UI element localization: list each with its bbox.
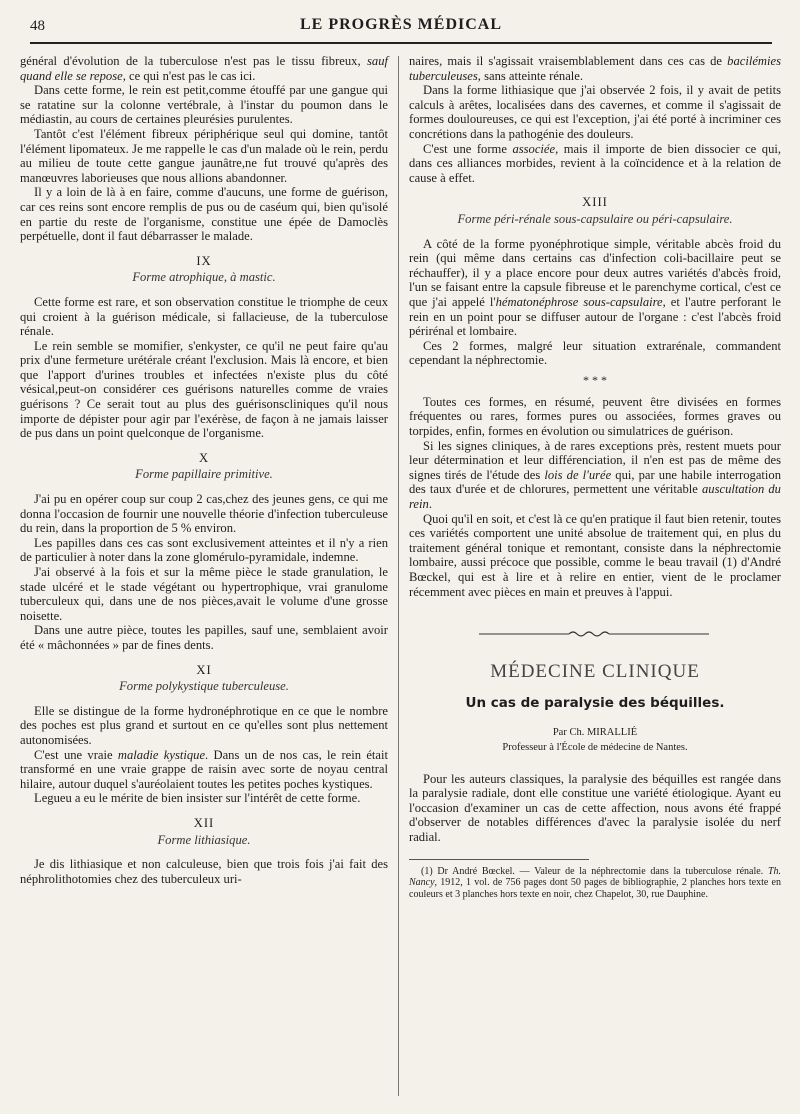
paragraph: Le rein semble se momifier, s'enkyster, ce qu'il ne peut faire qu'au prix d'une fermeture urétérale créant l'exclusion. Mais là encore, et bien que l'apport d'urines troubles et infectées n'existe plus du côté vésical,peut-on considérer ces guérisons naturelles comme de vraies guérisons ? Ce serait tout au plus des guérisonscliniques qu'il nous importe de dépister pour agir par l'exérèse, de façon à ne jamais laisser de pus dans un point quelconque de l'organisme. (20, 338, 388, 441)
paragraph: Dans cette forme, le rein est petit,comme étouffé par une gangue qui se ratatine sur la colonne vertébrale, à l'instar du poumon dans le médiastin, au cours de certaines pleurésies purulentes. (20, 83, 388, 127)
paragraph: Dans la forme lithiasique que j'ai observée 2 fois, il y avait de petits calculs à arêtes, localisées dans des cavernes, et comme il s'agissait de formes douloureuses, ce qui est l'exception, j'ai été porté à incriminer ces concrétions dans la pathogénie des douleurs. (409, 83, 781, 141)
paragraph: Tantôt c'est l'élément fibreux périphérique seul qui domine, tantôt l'élément lipomateux. Je me rappelle le cas d'un malade où le rein, perdu au milieu de toute cette gangue jaunâtre,ne fut trouvé qu'après des manœuvres laborieuses que nous allions abandonner. (20, 126, 388, 185)
column-divider (398, 56, 399, 1096)
section-number: X (198, 450, 210, 465)
paragraph: Dans une autre pièce, toutes les papilles, sauf une, semblaient avoir été « mâchonnées » par de fines dents. (20, 623, 388, 652)
article-title: Un cas de paralysie des béquilles. (465, 694, 725, 711)
paragraph: Il y a loin de là à en faire, comme d'aucuns, une forme de guérison, car ces reins sont encore remplis de pus ou de caséum qui, bien qu'isolé en partie du reste de l'organisme, constitue une épée de Damoclès perpétuelle, dont il faut débarrasser le malade. (20, 185, 388, 244)
page-header (30, 14, 772, 44)
paragraph: C'est une forme associée, mais il importe de bien dissocier ce qui, dans ces alliances morbides, revient à la coïncidence et à la relation de cause à effet. (409, 141, 782, 185)
paragraph: A côté de la forme pyonéphrotique simple, véritable abcès froid du rein (qui même dans certains cas d'infection coli-bacillaire peut se réchauffer), il y a place encore pour deux autres variétés d'abcès froid, l'un se faisant entre la capsule fibreuse et le parenchyme cortical, c'est ce que j'ai appelé l'hématonéphrose sous-capsulaire, et l'autre perforant le rein en un point pour se diffuser autour de l'organe : c'est l'abcès froid périrénal et lombaire. (409, 236, 781, 339)
author-affiliation: Professeur à l'École de médecine de Nantes. (502, 741, 688, 753)
paragraph: J'ai pu en opérer coup sur coup 2 cas,chez des jeunes gens, ce qui me donna l'occasion de fournir une nouvelle théorie d'infection tuberculeuse du rein, dans la proportion de 5 % environ. (20, 492, 388, 536)
paragraph: Pour les auteurs classiques, la paralysie des béquilles est rangée dans la paralysie radiale, dont elle constitue une variété étiologique. Ayant eu l'occasion d'examiner un cas de cette affection, nous avons été frappé d'observer de notables différences d'avec la paralysie isolée du nerf radial. (409, 771, 781, 844)
section-number: XIII (582, 195, 608, 210)
journal-title: LE PROGRÈS MÉDICAL (299, 16, 503, 33)
section-number: IX (196, 253, 212, 268)
section-title: Forme lithiasique. (157, 832, 251, 847)
paragraph: Quoi qu'il en soit, et c'est là ce qu'en pratique il faut bien retenir, toutes ces variétés comportent une unité absolue de traitement qui, en plus du traitement général tonique et remontant, consiste dans la néphrectomie lombaire, aussi précoce que possible, comme le beau travail (1) d'André Bœckel, qui est à lire et à relire en entier, vient de le proclamer récemment avec pièces en main et preuves à l'appui. (409, 511, 781, 599)
paragraph: J'ai observé à la fois et sur la même pièce le stade granulation, le stade ulcéré et le stade végétant ou hypertrophique, vrai granulome tuberculeux qui, dans une de nos pièces,avait le volume d'une grosse noisette. (20, 565, 388, 623)
paragraph: général d'évolution de la tuberculose n'est pas le tissu fibreux, sauf quand elle se repose, ce qui n'est pas le cas ici. (20, 54, 388, 83)
section-title: Forme polykystique tuberculeuse. (119, 679, 289, 694)
section-number: XI (196, 662, 212, 677)
right-column (409, 54, 781, 900)
section-title: Forme atrophique, à mastic. (132, 270, 276, 285)
paragraph: Si les signes cliniques, à de rares exceptions près, restent muets pour leur détermination et leur différenciation, il n'en est pas de même des signes tirés de l'étude des lois de l'urée qui, par une habile interrogation des taux d'urée et de chlorures, permettent une véritable auscultation du rein. (409, 438, 781, 512)
section-rubric: MÉDECINE CLINIQUE (490, 661, 700, 683)
section-number: XII (193, 815, 215, 830)
page-number: 48 (30, 18, 45, 34)
paragraph: C'est une vraie maladie kystique. Dans un de nos cas, le rein était transformé en une vraie grappe de raisin avec sorte de noyau central hilaire, autour duquel s'auréolaient toutes les petites poches kystiques. (20, 747, 388, 791)
footnote: (1) Dr André Bœckel. — Valeur de la néphrectomie dans la tuberculose rénale. Th. Nancy, 1912, 1 vol. de 756 pages dont 50 pages de bibliographie, 2 planches hors texte en couleurs et 3 planches hors texte en noir, chez Chapelot, 30, rue Dauphine. (409, 865, 781, 900)
header-rule (30, 42, 772, 44)
author-byline: Par Ch. MIRALLIÉ (552, 727, 638, 739)
section-title: Forme papillaire primitive. (135, 467, 273, 482)
left-column (20, 54, 388, 886)
asterism: * * * (583, 372, 607, 387)
paragraph: naires, mais il s'agissait vraisemblablement dans ces cas de bacilémies tuberculeuses, sans atteinte rénale. (409, 54, 781, 83)
paragraph: Les papilles dans ces cas sont exclusivement atteintes et il n'y a rien de particulier à noter dans la zone glomérulo-pyramidale, indemne. (20, 535, 388, 565)
paragraph: Je dis lithiasique et non calculeuse, bien que trois fois j'ai fait des néphrolithotomies chez des tuberculeux uri- (20, 857, 388, 886)
footnote-rule (409, 859, 589, 860)
paragraph: Legueu a eu le mérite de bien insister sur l'intérêt de cette forme. (34, 791, 361, 806)
paragraph: Ces 2 formes, malgré leur situation extrarénale, commandent cependant la néphrectomie. (409, 338, 781, 368)
section-title: Forme péri-rénale sous-capsulaire ou péri-capsulaire. (457, 211, 733, 226)
paragraph: Cette forme est rare, et son observation constitue le triomphe de ceux qui croient à la guérison médicale, si fallacieuse, de la tuberculose rénale. (20, 294, 388, 339)
ornamental-divider (409, 627, 781, 641)
paragraph: Elle se distingue de la forme hydronéphrotique en ce que le nombre des poches est plus grand et surtout en ce qu'elles sont plus nettement autonomisées. (20, 703, 388, 747)
paragraph: Toutes ces formes, en résumé, peuvent être divisées en formes fréquentes ou rares, formes pures ou associées, formes graves ou torpides, enfin, formes en évolution ou simulatrices de guérison. (409, 394, 781, 439)
